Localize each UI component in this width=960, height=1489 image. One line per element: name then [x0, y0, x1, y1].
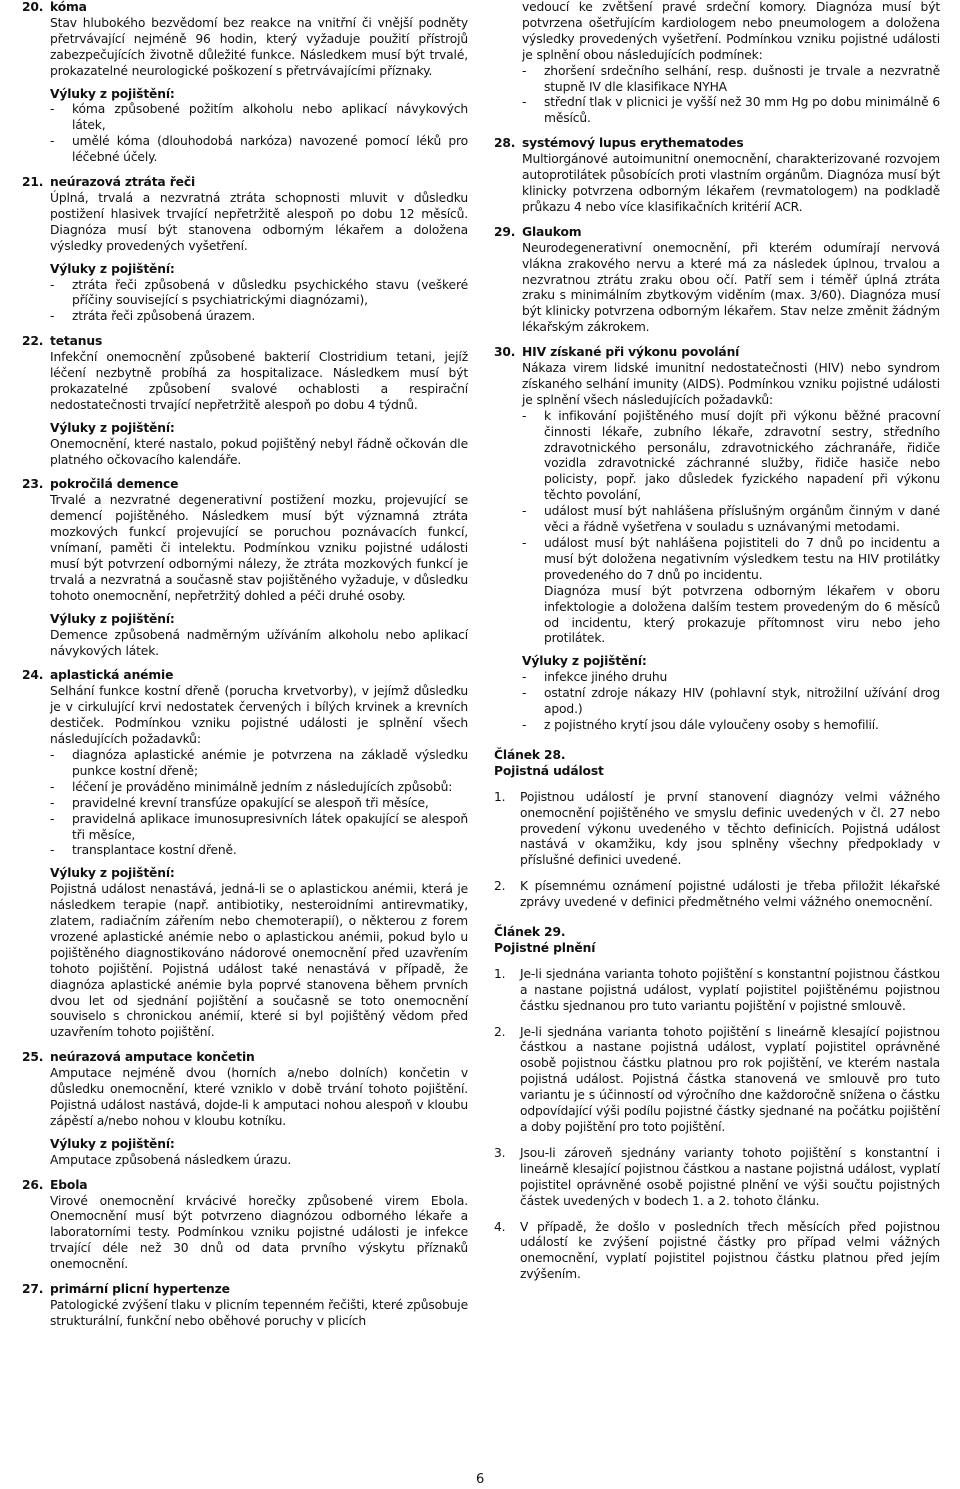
section-number: 21. [22, 175, 44, 190]
section-25 [22, 1050, 468, 1168]
numbered-paragraph: 3. Jsou-li zároveň sjednány varianty tohoto pojištění s konstantní i lineárně klesající pojistnou částkou a nastane pojistná událost, vyplatí pojistitel oprávněné osobě pojistné plnění ve výši součtu pojistných částek uvedených v bodech 1. a 2. tohoto článku. [494, 1145, 940, 1208]
section-30 [494, 345, 940, 734]
list-item: - léčení je prováděno minimálně jedním z následujících způsobů: [50, 779, 453, 794]
exclusions-heading: Výluky z pojištění: [50, 86, 175, 101]
exclusion-item: - ztráta řeči způsobená v důsledku psychického stavu (veškeré příčiny související s psychiatrickými diagnózami), [50, 277, 468, 308]
section-number: 25. [22, 1050, 44, 1065]
list-item: - transplantace kostní dřeně. [50, 843, 237, 858]
section-24 [22, 668, 468, 1041]
section-title: neúrazová ztráta řeči [50, 175, 196, 190]
exclusions-heading: Výluky z pojištění: [522, 654, 647, 669]
numbered-paragraph: 1. Je-li sjednána varianta tohoto pojištění s konstantní pojistnou částkou a nastane pojistná událost, vyplatí pojistitel pojištěnému pojistnou částku sjednanou pro tuto variantu pojištění v pojistné smlouvě. [494, 966, 940, 1013]
section-title: primární plicní hypertenze [50, 1282, 230, 1297]
section-text: Diagnóza musí být potvrzena odborným lékařem v oboru infektologie a doložena dalším testem provedeným do 6 měsíců od incidentu, který prokazuje přítomnost viru nebo jeho protilátek. [544, 583, 940, 646]
exclusions-heading: Výluky z pojištění: [50, 866, 175, 881]
section-text: Nákaza virem lidské imunitní nedostatečnosti (HIV) nebo syndrom získaného selhání imunity (AIDS). Podmínkou vzniku pojistné události je splnění všech následujících požadavků: [522, 361, 940, 407]
section-title: HIV získané při výkonu povolání [522, 345, 740, 360]
section-text: Selhání funkce kostní dřeně (porucha krvetvorby), v jejímž důsledku je v cirkulující krvi nedostatek červených i bílých krvinek a krevních destiček. Podmínkou vzniku pojistné události je splnění všech následujících požadavků: [50, 684, 468, 747]
section-number: 23. [22, 477, 44, 492]
list-item: - k infikování pojištěného musí dojít při výkonu běžné pracovní činnosti lékaře, zubního lékaře, zdravotní sestry, středního zdravotnického personálu, zdravotnického záchranáře, řidiče vozidla zdravotnické záchranné služby, řidiče hasiče nebo policisty, popř. jako důsledek fyzického napadení při výkonu těchto povolání, [522, 408, 940, 503]
section-text: Trvalé a nezvratné degenerativní postižení mozku, projevující se demencí pojištěného. Následkem musí být významná ztráta mozkových funkcí projevující se poruchou poznávacích funkcí, vnímaní, paměti či intelektu. Podmínkou vzniku pojistné události musí být potvrzení odbornými nálezy, že ztráta mozkových funkcí je trvalá a nezvratná a současně stav pojištěného vyžaduje, v důsledku tohoto onemocnění, nepřetržitý dohled a péči druhé osoby. [50, 493, 468, 603]
numbered-paragraph: 1. Pojistnou událostí je první stanovení diagnózy velmi vážného onemocnění pojištěného ve smyslu definic uvedených v čl. 27 nebo provedení výkonu uvedeného v těchto definicích. Pojistná událost nastává v okamžiku, kdy jsou splněny všechny předpoklady v příslušné definici uvedené. [494, 789, 940, 868]
section-20 [22, 0, 468, 166]
section-21 [22, 175, 468, 325]
section-number: 26. [22, 1177, 44, 1192]
exclusion-item: - ztráta řeči způsobená úrazem. [50, 309, 256, 324]
section-text: Multiorgánové autoimunitní onemocnění, charakterizované rozvojem autoprotilátek působících proti vlastním orgánům. Diagnóza musí být klinicky potvrzena odborným lékařem (revmatologem) na podkladě průkazu 4 nebo více klasifikačních kritérií ACR. [522, 152, 940, 214]
section-29 [494, 225, 940, 336]
exclusion-text: Demence způsobená nadměrným užíváním alkoholu nebo aplikací návykových látek. [50, 627, 468, 658]
section-text: Úplná, trvalá a nezvratná ztráta schopnosti mluvit v důsledku postižení hlasivek trvající nepřetržitě alespoň po dobu 12 měsíců. Diagnóza musí být stanovena odborným lékařem a doložena výsledky provedených vyšetření. [50, 190, 468, 253]
article-28-title: Pojistná událost [494, 763, 604, 778]
section-number: 20. [22, 0, 44, 14]
section-title: systémový lupus erythematodes [522, 136, 744, 151]
section-text: Infekční onemocnění způsobené bakterií Clostridium tetani, jejíž léčení nezbytně probíhá za hospitalizace. Následkem musí být prokazatelné způsobení svalové ochablosti a respirační nedostatečnosti trvající nepřetržitě alespoň po dobu 4 týdnů. [50, 350, 468, 412]
section-text: Neurodegenerativní onemocnění, při kterém odumírají nervová vlákna zrakového nervu a které má za následek úplnou, trvalou a nezvratnou ztrátu zraku obou očí. Patří sem i téměř úplná ztráta zraku s minimálním zbytkovým viděním (max. 3/60). Diagnóza musí být klinicky potvrzena odborným lékařem. Stav nelze změnit žádným lékařským zákrokem. [522, 240, 940, 335]
section-text: Amputace nejméně dvou (horních a/nebo dolních) končetin v důsledku onemocnění, které vzniklo v době trvání tohoto pojištění. Pojistná událost nastává, dojde-li k amputaci nohou alespoň v kloubu zápěstí a/nebo nohou v kloubu kotníku. [50, 1066, 468, 1128]
section-title: aplastická anémie [50, 668, 174, 683]
list-item: - událost musí být nahlášena pojistiteli do 7 dnů po incidentu a musí být doložena negativním výsledkem testu na HIV protilátky provedeného do 7 dnů po incidentu. [522, 536, 940, 582]
exclusion-item: - ostatní zdroje nákazy HIV (pohlavní styk, nitrožilní užívání drog apod.) [522, 686, 940, 717]
section-text: Virové onemocnění krvácivé horečky způsobené virem Ebola. Onemocnění musí být potvrzeno diagnózou odborného lékaře a laboratorními testy. Podmínkou vzniku pojistné události je infekce trvající déle než 30 dnů od data prvního výskytu příznaků onemocnění. [50, 1193, 468, 1272]
section-23 [22, 477, 468, 659]
exclusion-text: Pojistná událost nenastává, jedná-li se o aplastickou anémii, která je následkem terapie (např. antibiotiky, nesteroidními antirevmatiky, zlatem, radiačním zářením nebo chemoterapií), o některou z forem vrozené aplastické anémie nebo o aplastickou anémii, pokud bylo u pojištěného diagnostikováno nádorové onemocnění před uzavřením tohoto pojištění. Pojistná událost také nenastává v případě, že diagnóza aplastické anémie byla poprvé stanovena během prvních dvou let od sjednání pojištění a současně se toto onemocnění souviselo s chronickou anémií, které si byl pojištěný vědom před uzavřením tohoto pojištění. [50, 882, 468, 1040]
article-28-label: Článek 28. [494, 747, 566, 762]
exclusions-heading: Výluky z pojištění: [50, 611, 175, 626]
section-26 [22, 1178, 468, 1273]
article-29-title: Pojistné plnění [494, 940, 596, 955]
section-number: 27. [22, 1282, 44, 1297]
numbered-paragraph: 2. Je-li sjednána varianta tohoto pojištění s lineárně klesající pojistnou částkou a nastane pojistná událost, vyplatí pojistitel oprávněné osobě pojistnou částku platnou pro rok pojištění, ve kterém nastala pojistná událost. Pojistná částka stanovená ve smlouvě pro tuto variantu je s účinností od výročního dne každoročně snížena o částku odpovídající výši podílu pojistné částky sjednané na počátku pojištění a doby pojištění pro toto pojištění. [494, 1024, 940, 1134]
section-number: 24. [22, 668, 44, 683]
exclusion-text: Amputace způsobená následkem úrazu. [50, 1152, 292, 1167]
list-item: - zhoršení srdečního selhání, resp. dušnosti je trvale a nezvratně stupně IV dle klasifikace NYHA [522, 63, 940, 94]
list-item: - diagnóza aplastické anémie je potvrzena na základě výsledku punkce kostní dřeně; [50, 747, 468, 778]
exclusion-item: - umělé kóma (dlouhodobá narkóza) navozené pomocí léků pro léčebné účely. [50, 134, 468, 165]
list-item: - pravidelné krevní transfúze opakující se alespoň tři měsíce, [50, 795, 429, 810]
section-title: neúrazová amputace končetin [50, 1050, 255, 1065]
section-text: Stav hlubokého bezvědomí bez reakce na vnitřní či vnější podněty přetrvávající nejméně 96 hodin, který vyžaduje použití přístrojů zabezpečujících životně důležité funkce. Následkem musí být trvalé, prokazatelné neurologické poškození s přetrvávajícími příznaky. [50, 15, 468, 78]
section-title: kóma [50, 0, 87, 14]
section-title: tetanus [50, 334, 103, 349]
section-number: 22. [22, 334, 44, 349]
exclusions-heading: Výluky z pojištění: [50, 1136, 175, 1151]
left-column [22, 0, 468, 1339]
article-29-label: Článek 29. [494, 925, 566, 940]
numbered-paragraph: 4. V případě, že došlo v posledních třech měsících před pojistnou událostí ke zvýšení pojistné částky pro případ velmi vážných onemocnění, vyplatí pojistitel pojistnou částku platnou před jejím zvýšením. [494, 1219, 940, 1282]
exclusion-item: - infekce jiného druhu [522, 670, 668, 685]
section-27 [22, 1282, 468, 1330]
list-item: - střední tlak v plicnici je vyšší než 30 mm Hg po dobu minimálně 6 měsíců. [522, 95, 940, 126]
numbered-paragraph: 2. K písemnému oznámení pojistné události je třeba přiložit lékařské zprávy uvedené v definici předmětného velmi vážného onemocnění. [494, 879, 940, 910]
page-number: 6 [475, 1472, 485, 1487]
exclusion-item: - z pojistného krytí jsou dále vyloučeny osoby s hemofilií. [522, 717, 879, 732]
section-title: Glaukom [522, 224, 582, 239]
section-number: 28. [494, 136, 516, 151]
section-title: Ebola [50, 1177, 88, 1192]
section-number: 30. [494, 345, 516, 360]
section-number: 29. [494, 224, 516, 239]
section-text: Patologické zvýšení tlaku v plicním tepenném řečišti, které způsobuje strukturální, funkční nebo oběhové poruchy v plicích [50, 1297, 468, 1328]
exclusions-heading: Výluky z pojištění: [50, 261, 175, 276]
list-item: - pravidelná aplikace imunosupresivních látek opakující se alespoň tři měsíce, [50, 811, 468, 842]
list-item: - událost musí být nahlášena příslušným orgánům činným v dané věci a řádně vyšetřena v souladu s uznávanými metodami. [522, 504, 940, 535]
section-title: pokročilá demence [50, 477, 179, 492]
section-text: vedoucí ke zvětšení pravé srdeční komory. Diagnóza musí být potvrzena ošetřujícím kardiologem nebo pneumologem a doložena výsledky provedených vyšetření. Podmínkou vzniku pojistné události je splnění obou následujících podmínek: [522, 0, 940, 62]
section-22 [22, 334, 468, 468]
exclusion-item: - kóma způsobené požitím alkoholu nebo aplikací návykových látek, [50, 102, 468, 133]
section-27-continued [494, 0, 940, 127]
exclusion-text: Onemocnění, které nastalo, pokud pojištěný nebyl řádně očkován dle platného očkovacího kalendáře. [50, 436, 468, 467]
exclusions-heading: Výluky z pojištění: [50, 420, 175, 435]
right-column [494, 0, 940, 1293]
section-28 [494, 136, 940, 216]
